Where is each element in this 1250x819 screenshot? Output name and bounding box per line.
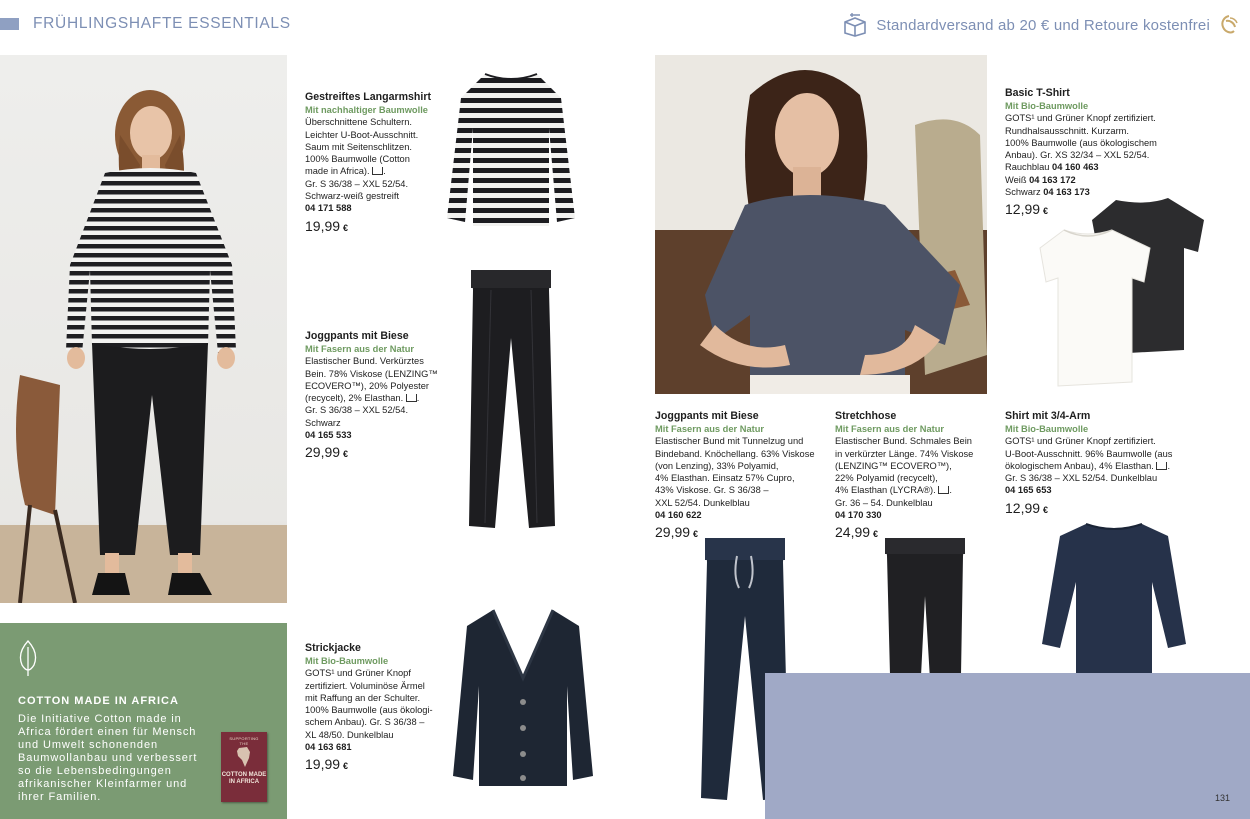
article-number: 04 165 653 (1005, 485, 1052, 496)
currency: € (343, 449, 349, 460)
price-value: 19,99 (305, 217, 341, 234)
desc-line: GOTS¹ und Grüner Knopf (305, 668, 411, 679)
desc-line: 100% Baumwolle (aus ökologischem (1005, 137, 1157, 148)
currency: € (1043, 504, 1049, 515)
desc-line: mit Raffung an der Schulter. (305, 692, 421, 703)
desc-line: Gr. 36 – 54. Dunkelblau (835, 497, 933, 508)
currency: € (343, 761, 349, 772)
desc-line: 22% Polyamid (recycelt), (835, 473, 938, 484)
desc-line: made in Africa). (305, 166, 370, 177)
product-joggpants-navy (655, 410, 820, 542)
product-subtitle: Mit Bio-Baumwolle (1005, 101, 1089, 111)
cma-book-label: COTTON MADE IN AFRICA (221, 772, 267, 785)
desc-line: Saum mit Seitenschlitzen. (305, 141, 412, 152)
price-value: 12,99 (1005, 499, 1041, 516)
desc-line: (von Lenzing), 33% Polyamid, (655, 460, 779, 471)
cma-text: Die Initiative Cotton made in Africa fördert einen für Mensch und Umwelt schonenden Baumwollanbau und verbessert so die Lebensbedingungen afrikanischer Kleinfarmer und ihrer Familien. (18, 713, 198, 803)
desc-line: ECOVERO™), 20% Polyester (305, 380, 429, 391)
price (1005, 500, 1185, 518)
product-name: Basic T-Shirt (1005, 87, 1070, 99)
desc-line-with-icon: made in Africa). . (305, 166, 386, 177)
product-image-basic-tshirts (1038, 192, 1210, 388)
desc-line: Schwarz (305, 417, 341, 428)
product-stretchhose (835, 410, 985, 542)
desc-line: 100% Baumwolle (aus ökologi- (305, 705, 433, 716)
page-title: FRÜHLINGSHAFTE ESSENTIALS (33, 15, 291, 32)
desc-line: Gr. S 36/38 – XXL 52/54. (305, 178, 409, 189)
desc-line-with-icon: 4% Elasthan (LYCRA®). . (835, 485, 952, 496)
desc-line: Anbau). Gr. XS 32/34 – XXL 52/54. (1005, 150, 1150, 161)
article-number: 04 170 330 (835, 510, 882, 521)
desc-line: schem Anbau). Gr. S 36/38 – (305, 717, 425, 728)
header-accent-bar (0, 18, 19, 30)
price (305, 218, 445, 236)
cotton-made-in-africa-box (0, 623, 287, 819)
variant-article: 04 163 173 (1043, 187, 1090, 198)
leaf-icon (17, 639, 39, 677)
desc-line: 43% Viskose. Gr. S 36/38 – (655, 485, 769, 496)
desc-line: in verkürzter Länge. 74% Viskose (835, 448, 974, 459)
product-subtitle: Mit Bio-Baumwolle (1005, 424, 1089, 434)
desc-line: GOTS¹ und Grüner Knopf zertifiziert. (1005, 113, 1156, 124)
desc-line: Elastischer Bund. Schmales Bein (835, 436, 972, 447)
currency: € (1043, 206, 1049, 217)
article-number: 04 160 622 (655, 510, 702, 521)
desc-line: XL 48/50. Dunkelblau (305, 729, 394, 740)
wash-symbol-icon (938, 486, 949, 494)
coffee-bean-logo-icon (1218, 14, 1240, 36)
desc-line: Elastischer Bund mit Tunnelzug und (655, 436, 804, 447)
package-box-icon (842, 13, 868, 37)
product-image-cardigan (451, 606, 595, 790)
product-subtitle: Mit Fasern aus der Natur (835, 424, 945, 434)
product-image-shirt-three-quarter (1040, 520, 1188, 692)
product-basic-tshirt (1005, 87, 1180, 219)
cma-title: COTTON MADE IN AFRICA (18, 695, 179, 707)
page-number: 131 (1215, 793, 1231, 803)
product-image-striped-shirt (445, 68, 577, 230)
variant-line (1005, 174, 1180, 186)
variant-label: Rauchblau (1005, 162, 1050, 173)
desc-line-with-icon: ökologischem Anbau), 4% Elasthan. . (1005, 460, 1171, 471)
desc-line: Bein. 78% Viskose (LENZING™ (305, 368, 438, 379)
desc-line-with-icon: (recycelt), 2% Elasthan. . (305, 393, 420, 404)
variant-label: Schwarz (1005, 187, 1041, 198)
desc-line: Elastischer Bund. Verkürztes (305, 356, 424, 367)
africa-map-icon (236, 746, 252, 768)
desc-line: 100% Baumwolle (Cotton (305, 154, 410, 165)
product-cardigan (305, 642, 445, 774)
price (305, 756, 445, 774)
currency: € (343, 222, 349, 233)
desc-line: Schwarz-weiß gestreift (305, 191, 400, 202)
price (655, 524, 820, 542)
variant-article: 04 160 463 (1052, 162, 1099, 173)
desc-line: zertifiziert. Voluminöse Ärmel (305, 680, 425, 691)
desc-line: (recycelt), 2% Elasthan. (305, 393, 404, 404)
variant-line (1005, 161, 1180, 173)
price-value: 19,99 (305, 756, 341, 773)
currency: € (693, 529, 699, 540)
product-joggpants-black (305, 330, 445, 462)
variant-article: 04 163 172 (1029, 174, 1076, 185)
price-value: 29,99 (655, 524, 691, 541)
price-value: 29,99 (305, 444, 341, 461)
price-value: 24,99 (835, 524, 871, 541)
article-number: 04 171 588 (305, 203, 352, 214)
desc-line: ökologischem Anbau), 4% Elasthan. (1005, 460, 1154, 471)
price (305, 444, 445, 462)
product-subtitle: Mit nachhaltiger Baumwolle (305, 105, 428, 115)
product-striped-shirt (305, 91, 445, 236)
desc-line: Überschnittene Schultern. (305, 117, 412, 128)
product-subtitle: Mit Fasern aus der Natur (655, 424, 765, 434)
shipping-info (842, 11, 1240, 39)
shipping-text: Standardversand ab 20 € und Retoure kostenfrei (876, 16, 1210, 34)
product-name: Joggpants mit Biese (655, 410, 759, 422)
model-photo-striped-outfit (0, 55, 287, 603)
variant-line (1005, 186, 1180, 198)
wash-symbol-icon (406, 394, 417, 402)
model-photo-basic-tshirt (655, 55, 987, 394)
variant-label: Weiß (1005, 174, 1027, 185)
product-name: Stretchhose (835, 410, 897, 422)
desc-line: Rundhalsausschnitt. Kurzarm. (1005, 125, 1130, 136)
article-number: 04 163 681 (305, 742, 352, 753)
wash-symbol-icon (372, 167, 383, 175)
desc-line: 4% Elasthan (LYCRA®). (835, 485, 936, 496)
currency: € (873, 529, 879, 540)
desc-line: Bindeband. Knöchellang. 63% Viskose (655, 448, 815, 459)
product-name: Shirt mit 3/4-Arm (1005, 410, 1091, 422)
product-image-joggpants-black (465, 268, 557, 532)
desc-line: Gr. S 36/38 – XXL 52/54. (305, 405, 409, 416)
product-name: Joggpants mit Biese (305, 330, 409, 342)
price (835, 524, 985, 542)
desc-line: Gr. S 36/38 – XXL 52/54. Dunkelblau (1005, 473, 1158, 484)
desc-line: 4% Elasthan. Einsatz 57% Cupro, (655, 473, 795, 484)
product-shirt-three-quarter (1005, 410, 1185, 518)
desc-line: XXL 52/54. Dunkelblau (655, 497, 750, 508)
price-value: 12,99 (1005, 201, 1041, 218)
product-name: Strickjacke (305, 642, 361, 654)
cma-book-top-text: SUPPORTING THE (229, 736, 259, 746)
cma-book-cover (221, 732, 267, 802)
product-name: Gestreiftes Langarmshirt (305, 91, 431, 103)
price (1005, 201, 1180, 219)
desc-line: U-Boot-Ausschnitt. 96% Baumwolle (aus (1005, 448, 1173, 459)
decorative-blue-panel (765, 673, 1250, 819)
desc-line: (LENZING™ ECOVERO™), (835, 460, 952, 471)
desc-line: GOTS¹ und Grüner Knopf zertifiziert. (1005, 436, 1156, 447)
product-subtitle: Mit Fasern aus der Natur (305, 344, 415, 354)
article-number: 04 165 533 (305, 430, 352, 441)
wash-symbol-icon (1156, 462, 1167, 470)
product-subtitle: Mit Bio-Baumwolle (305, 656, 389, 666)
desc-line: Leichter U-Boot-Ausschnitt. (305, 129, 419, 140)
